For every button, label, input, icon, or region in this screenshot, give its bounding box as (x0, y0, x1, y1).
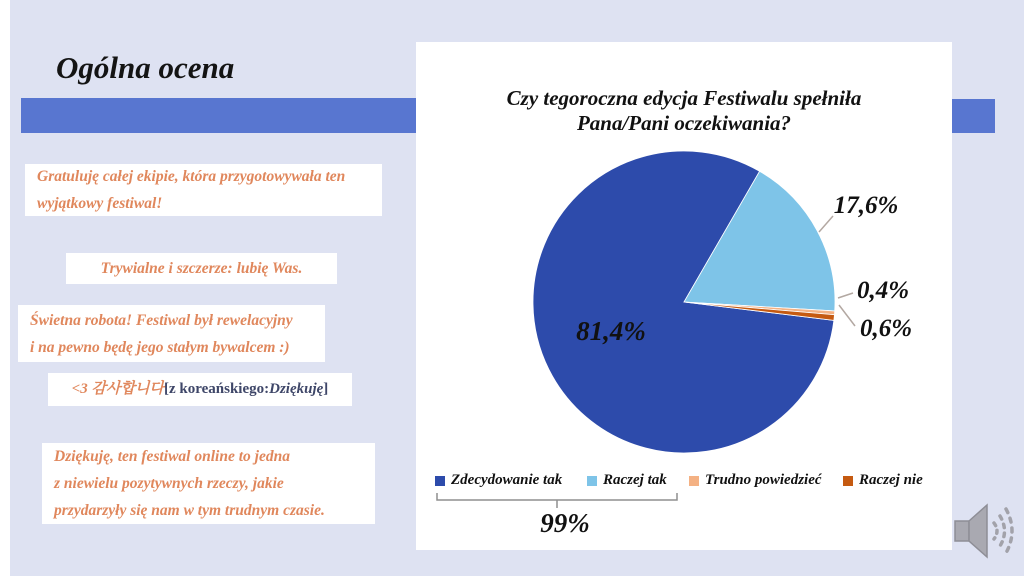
speaker-cone (969, 505, 987, 557)
accent-bar-right (951, 99, 995, 133)
legend-label: Trudno powiedzieć (705, 472, 822, 488)
quote-translation-note: [z koreańskiego: (163, 381, 270, 397)
data-label-raczej-tak: 17,6% (833, 192, 899, 219)
quote-box-4 (48, 373, 352, 406)
sound-wave-1 (994, 523, 997, 539)
legend-label: Raczej tak (603, 472, 667, 488)
quote-line: przydarzyły się nam w tym trudnym czasie. (54, 502, 325, 519)
quote-line: i na pewno będę jego stałym bywalcem :) (30, 338, 290, 356)
quote-korean-text: <3 감사합니다 (71, 381, 164, 397)
legend-item-zdecydowanie-tak (435, 472, 562, 489)
chart-title-line-2: Pana/Pani oczekiwania? (576, 111, 792, 135)
slide-edge-strip (0, 0, 10, 576)
quote-line: Gratuluję całej ekipie, która przygotowywała ten (37, 168, 346, 185)
legend-item-trudno-powiedziec (689, 472, 822, 489)
data-label-raczej-nie: 0,6% (859, 315, 913, 342)
quote-line: wyjątkowy festiwal! (37, 195, 163, 212)
quote-box-3 (18, 305, 325, 362)
chart-panel (416, 42, 952, 550)
quote-line: z niewielu pozytywnych rzeczy, jakie (54, 475, 284, 492)
quote-line: Dziękuję, ten festiwal online to jedna (54, 448, 290, 465)
data-label-zdecydowanie-tak: 81,4% (576, 316, 646, 346)
legend-item-raczej-nie (843, 472, 923, 489)
legend-label: Raczej nie (859, 472, 923, 488)
pie-chart-svg (532, 150, 836, 454)
legend-swatch-icon (587, 476, 597, 486)
legend-swatch-icon (843, 476, 853, 486)
quote-line: Trywialne i szczerze: lubię Was. (100, 260, 303, 277)
speaker-icon[interactable] (952, 500, 1022, 562)
speaker-box (955, 521, 969, 541)
bracket-line (437, 493, 677, 500)
sound-wave-2 (1000, 516, 1005, 546)
bracket-total-label: 99% (540, 508, 590, 538)
chart-title (416, 86, 952, 136)
legend-item-raczej-tak (587, 472, 667, 489)
legend-swatch-icon (435, 476, 445, 486)
quote-box-2 (66, 253, 337, 284)
quote-line: Świetna robota! Festiwal był rewelacyjny (30, 311, 293, 329)
legend-label: Zdecydowanie tak (451, 472, 563, 488)
accent-bar-left (21, 98, 418, 133)
sound-wave-3 (1006, 509, 1012, 553)
legend-swatch-icon (689, 476, 699, 486)
page-title: Ogólna ocena (56, 50, 235, 85)
quote-translation-word: Dziękuję (269, 381, 324, 397)
data-label-trudno-powiedziec: 0,4% (856, 277, 910, 304)
quote-translation-close: ] (323, 381, 329, 397)
quote-box-1 (25, 164, 382, 216)
quote-box-5 (42, 443, 375, 524)
chart-title-line-1: Czy tegoroczna edycja Festiwalu spełniła (506, 86, 862, 110)
